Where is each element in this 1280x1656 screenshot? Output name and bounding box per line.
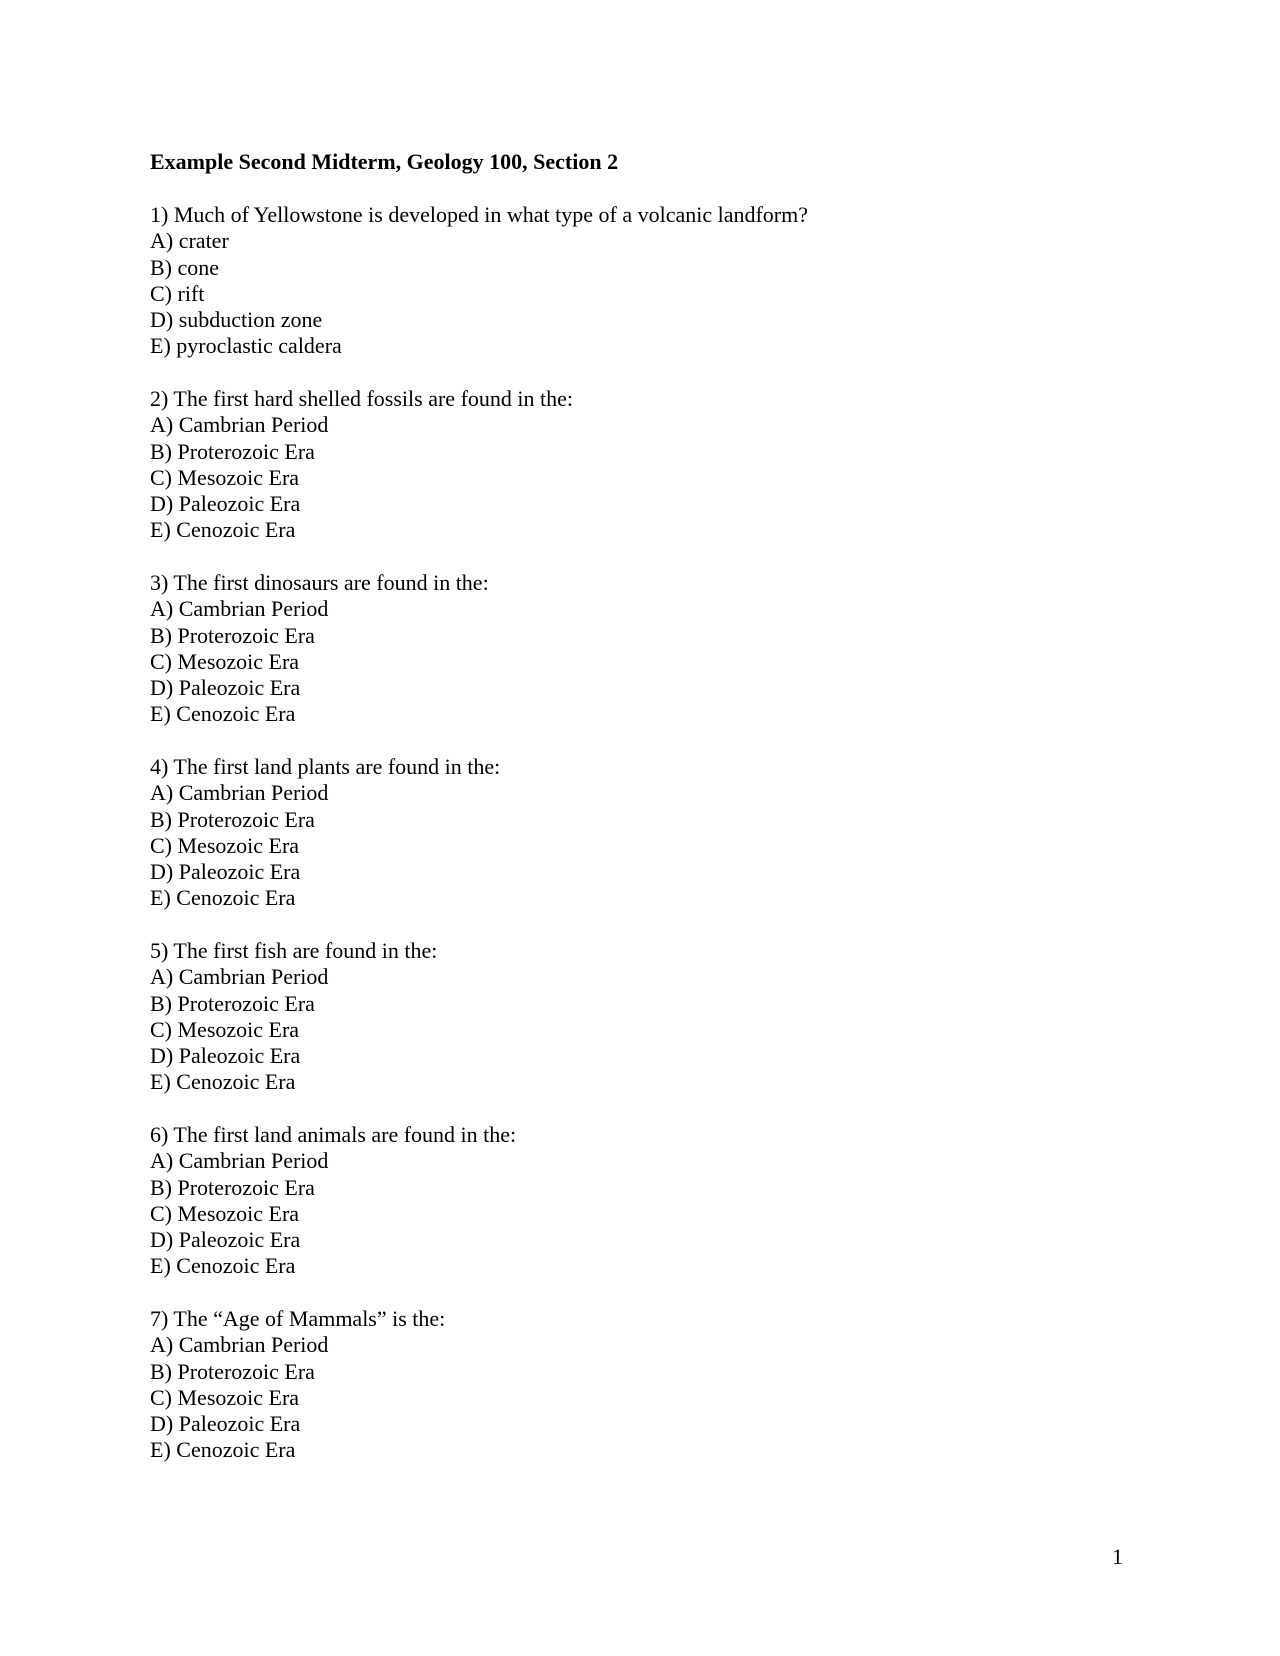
answer-choice-e: E) Cenozoic Era bbox=[150, 701, 296, 727]
page-number: 1 bbox=[1112, 1544, 1123, 1569]
answer-choice-d: D) Paleozoic Era bbox=[150, 675, 301, 701]
answer-choice-d: D) Paleozoic Era bbox=[150, 491, 301, 517]
question-2 bbox=[150, 386, 573, 544]
answer-choice-c: C) Mesozoic Era bbox=[150, 1016, 300, 1042]
answer-choice-b: B) Proterozoic Era bbox=[150, 990, 315, 1016]
question-6 bbox=[150, 1122, 516, 1280]
answer-choice-a: A) Cambrian Period bbox=[150, 1332, 329, 1358]
answer-choice-e: E) Cenozoic Era bbox=[150, 1069, 296, 1095]
question-prompt: 6) The first land animals are found in the: bbox=[150, 1122, 517, 1147]
question-5 bbox=[150, 938, 437, 1096]
answer-choice-d: D) Paleozoic Era bbox=[150, 859, 301, 885]
answer-choice-b: B) Proterozoic Era bbox=[150, 1174, 315, 1200]
answer-choice-e: E) Cenozoic Era bbox=[150, 517, 296, 543]
answer-choice-d: D) Paleozoic Era bbox=[150, 1043, 301, 1069]
document-title: Example Second Midterm, Geology 100, Section 2 bbox=[150, 149, 619, 174]
answer-choice-a: A) Cambrian Period bbox=[150, 596, 329, 622]
answer-choice-a: A) Cambrian Period bbox=[150, 780, 329, 806]
answer-choice-e: E) Cenozoic Era bbox=[150, 885, 296, 911]
answer-choice-a: A) Cambrian Period bbox=[150, 412, 329, 438]
question-prompt: 4) The first land plants are found in the: bbox=[150, 754, 501, 779]
question-prompt: 2) The first hard shelled fossils are found in the: bbox=[150, 386, 573, 411]
answer-choice-d: D) Paleozoic Era bbox=[150, 1227, 301, 1253]
question-prompt: 5) The first fish are found in the: bbox=[150, 938, 438, 963]
question-1 bbox=[150, 202, 808, 360]
question-4 bbox=[150, 754, 500, 912]
answer-choice-a: A) Cambrian Period bbox=[150, 964, 329, 990]
question-3 bbox=[150, 570, 489, 728]
answer-choice-d: D) Paleozoic Era bbox=[150, 1411, 301, 1437]
question-prompt: 3) The first dinosaurs are found in the: bbox=[150, 570, 489, 595]
answer-choice-b: B) Proterozoic Era bbox=[150, 806, 315, 832]
answer-choice-e: E) Cenozoic Era bbox=[150, 1437, 296, 1463]
answer-choice-e: E) Cenozoic Era bbox=[150, 1253, 296, 1279]
answer-choice-c: C) Mesozoic Era bbox=[150, 1200, 300, 1226]
answer-choice-c: C) Mesozoic Era bbox=[150, 1384, 300, 1410]
answer-choice-a: A) Cambrian Period bbox=[150, 1148, 329, 1174]
answer-choice-c: C) rift bbox=[150, 280, 205, 306]
answer-choice-c: C) Mesozoic Era bbox=[150, 464, 300, 490]
answer-choice-a: A) crater bbox=[150, 228, 229, 254]
answer-choice-b: B) Proterozoic Era bbox=[150, 1358, 315, 1384]
question-prompt: 7) The “Age of Mammals” is the: bbox=[150, 1306, 446, 1331]
question-7 bbox=[150, 1306, 445, 1464]
answer-choice-d: D) subduction zone bbox=[150, 307, 323, 333]
question-prompt: 1) Much of Yellowstone is developed in what type of a volcanic landform? bbox=[150, 202, 809, 227]
answer-choice-e: E) pyroclastic caldera bbox=[150, 333, 342, 359]
answer-choice-b: B) cone bbox=[150, 254, 220, 280]
answer-choice-b: B) Proterozoic Era bbox=[150, 622, 315, 648]
answer-choice-b: B) Proterozoic Era bbox=[150, 438, 315, 464]
answer-choice-c: C) Mesozoic Era bbox=[150, 832, 300, 858]
answer-choice-c: C) Mesozoic Era bbox=[150, 648, 300, 674]
